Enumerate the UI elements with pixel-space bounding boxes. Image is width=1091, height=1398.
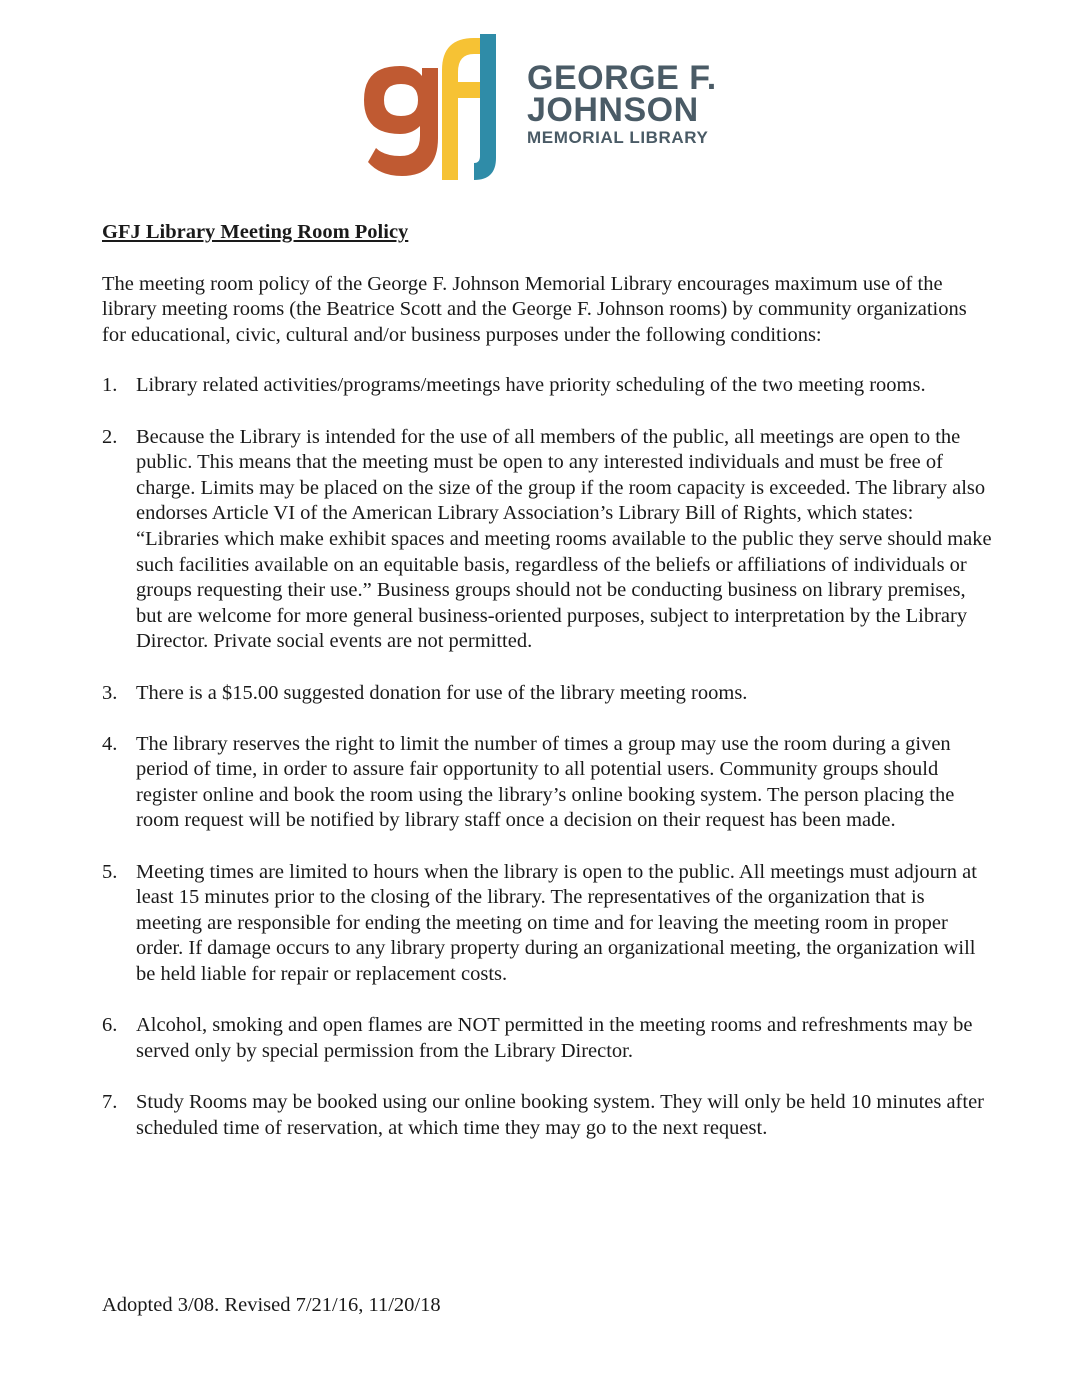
logo-line-memorial-library: MEMORIAL LIBRARY — [527, 128, 709, 147]
page-title: GFJ Library Meeting Room Policy — [102, 221, 409, 243]
list-item — [102, 860, 992, 988]
list-item-number: 2. — [102, 425, 118, 448]
list-item-text: Library related activities/programs/meetings have priority scheduling of the two meeting rooms. — [136, 374, 926, 397]
list-item — [102, 681, 992, 707]
list-item-text: The library reserves the right to limit the number of times a group may use the room during a given period of time, in order to assure fair opportunity to all potential users. Community groups should register online and book the room using the library’s online booking system. The person placing the room request will be notified by library staff once a decision on their request has been made. — [136, 732, 955, 832]
list-item-number: 4. — [102, 732, 118, 755]
library-logo — [362, 30, 742, 185]
logo-line-george: GEORGE F. — [527, 59, 717, 97]
list-item-number: 3. — [102, 681, 118, 704]
policy-conditions-list — [102, 373, 992, 1141]
list-item — [102, 1013, 992, 1064]
logo-line-johnson: JOHNSON — [527, 91, 699, 129]
intro-paragraph: The meeting room policy of the George F. Johnson Memorial Library encourages maximum use of the library meeting rooms (the Beatrice Scott and the George F. Johnson rooms) by community organizations for educational, civic, cultural and/or business purposes under the following conditions: — [102, 272, 967, 346]
list-item-text: Because the Library is intended for the use of all members of the public, all meetings are open to the public. This means that the meeting must be open to any interested individuals and must be free of charge. Limits may be placed on the size of the group if the room capacity is exceeded. The library also endorses Article VI of the American Library Association’s Library Bill of Rights, which states: “Libraries which make exhibit spaces and meeting rooms available to the public they serve should make such facilities available on an equitable basis, regardless of the beliefs or affiliations of individuals or groups requesting their use.” Business groups should not be conducting business on library premises, but are welcome for more general business-oriented purposes, subject to interpretation by the Library Director. Private social events are not permitted. — [136, 425, 992, 653]
logo-j-letter — [474, 34, 496, 180]
policy-document-body — [102, 220, 992, 1167]
list-item — [102, 1090, 992, 1141]
list-item-text: There is a $15.00 suggested donation for use of the library meeting rooms. — [136, 681, 748, 704]
logo-f-letter — [442, 38, 480, 180]
logo-wordmark — [527, 59, 717, 150]
list-item-number: 5. — [102, 860, 118, 883]
gfj-logo-mark — [362, 30, 522, 185]
list-item — [102, 373, 992, 399]
adoption-revision-note: Adopted 3/08. Revised 7/21/16, 11/20/18 — [102, 1294, 441, 1316]
list-item — [102, 425, 992, 655]
list-item-number: 1. — [102, 374, 118, 397]
list-item-number: 7. — [102, 1091, 118, 1113]
list-item-text: Meeting times are limited to hours when the library is open to the public. All meetings must adjourn at least 15 minutes prior to the closing of the library. The representatives of the organization that is meeting are responsible for ending the meeting on time and for leaving the meeting room in proper order. If damage occurs to any library property during an organizational meeting, the organization will be held liable for repair or replacement costs. — [136, 860, 977, 986]
list-item-text: Alcohol, smoking and open flames are NOT permitted in the meeting rooms and refreshments may be served only by special permission from the Library Director. — [136, 1014, 973, 1062]
list-item-number: 6. — [102, 1014, 118, 1037]
logo-g-letter — [364, 66, 438, 176]
list-item-text: Study Rooms may be booked using our online booking system. They will only be held 10 minutes after scheduled time of reservation, at which time they may go to the next request. — [136, 1091, 985, 1139]
list-item — [102, 732, 992, 834]
